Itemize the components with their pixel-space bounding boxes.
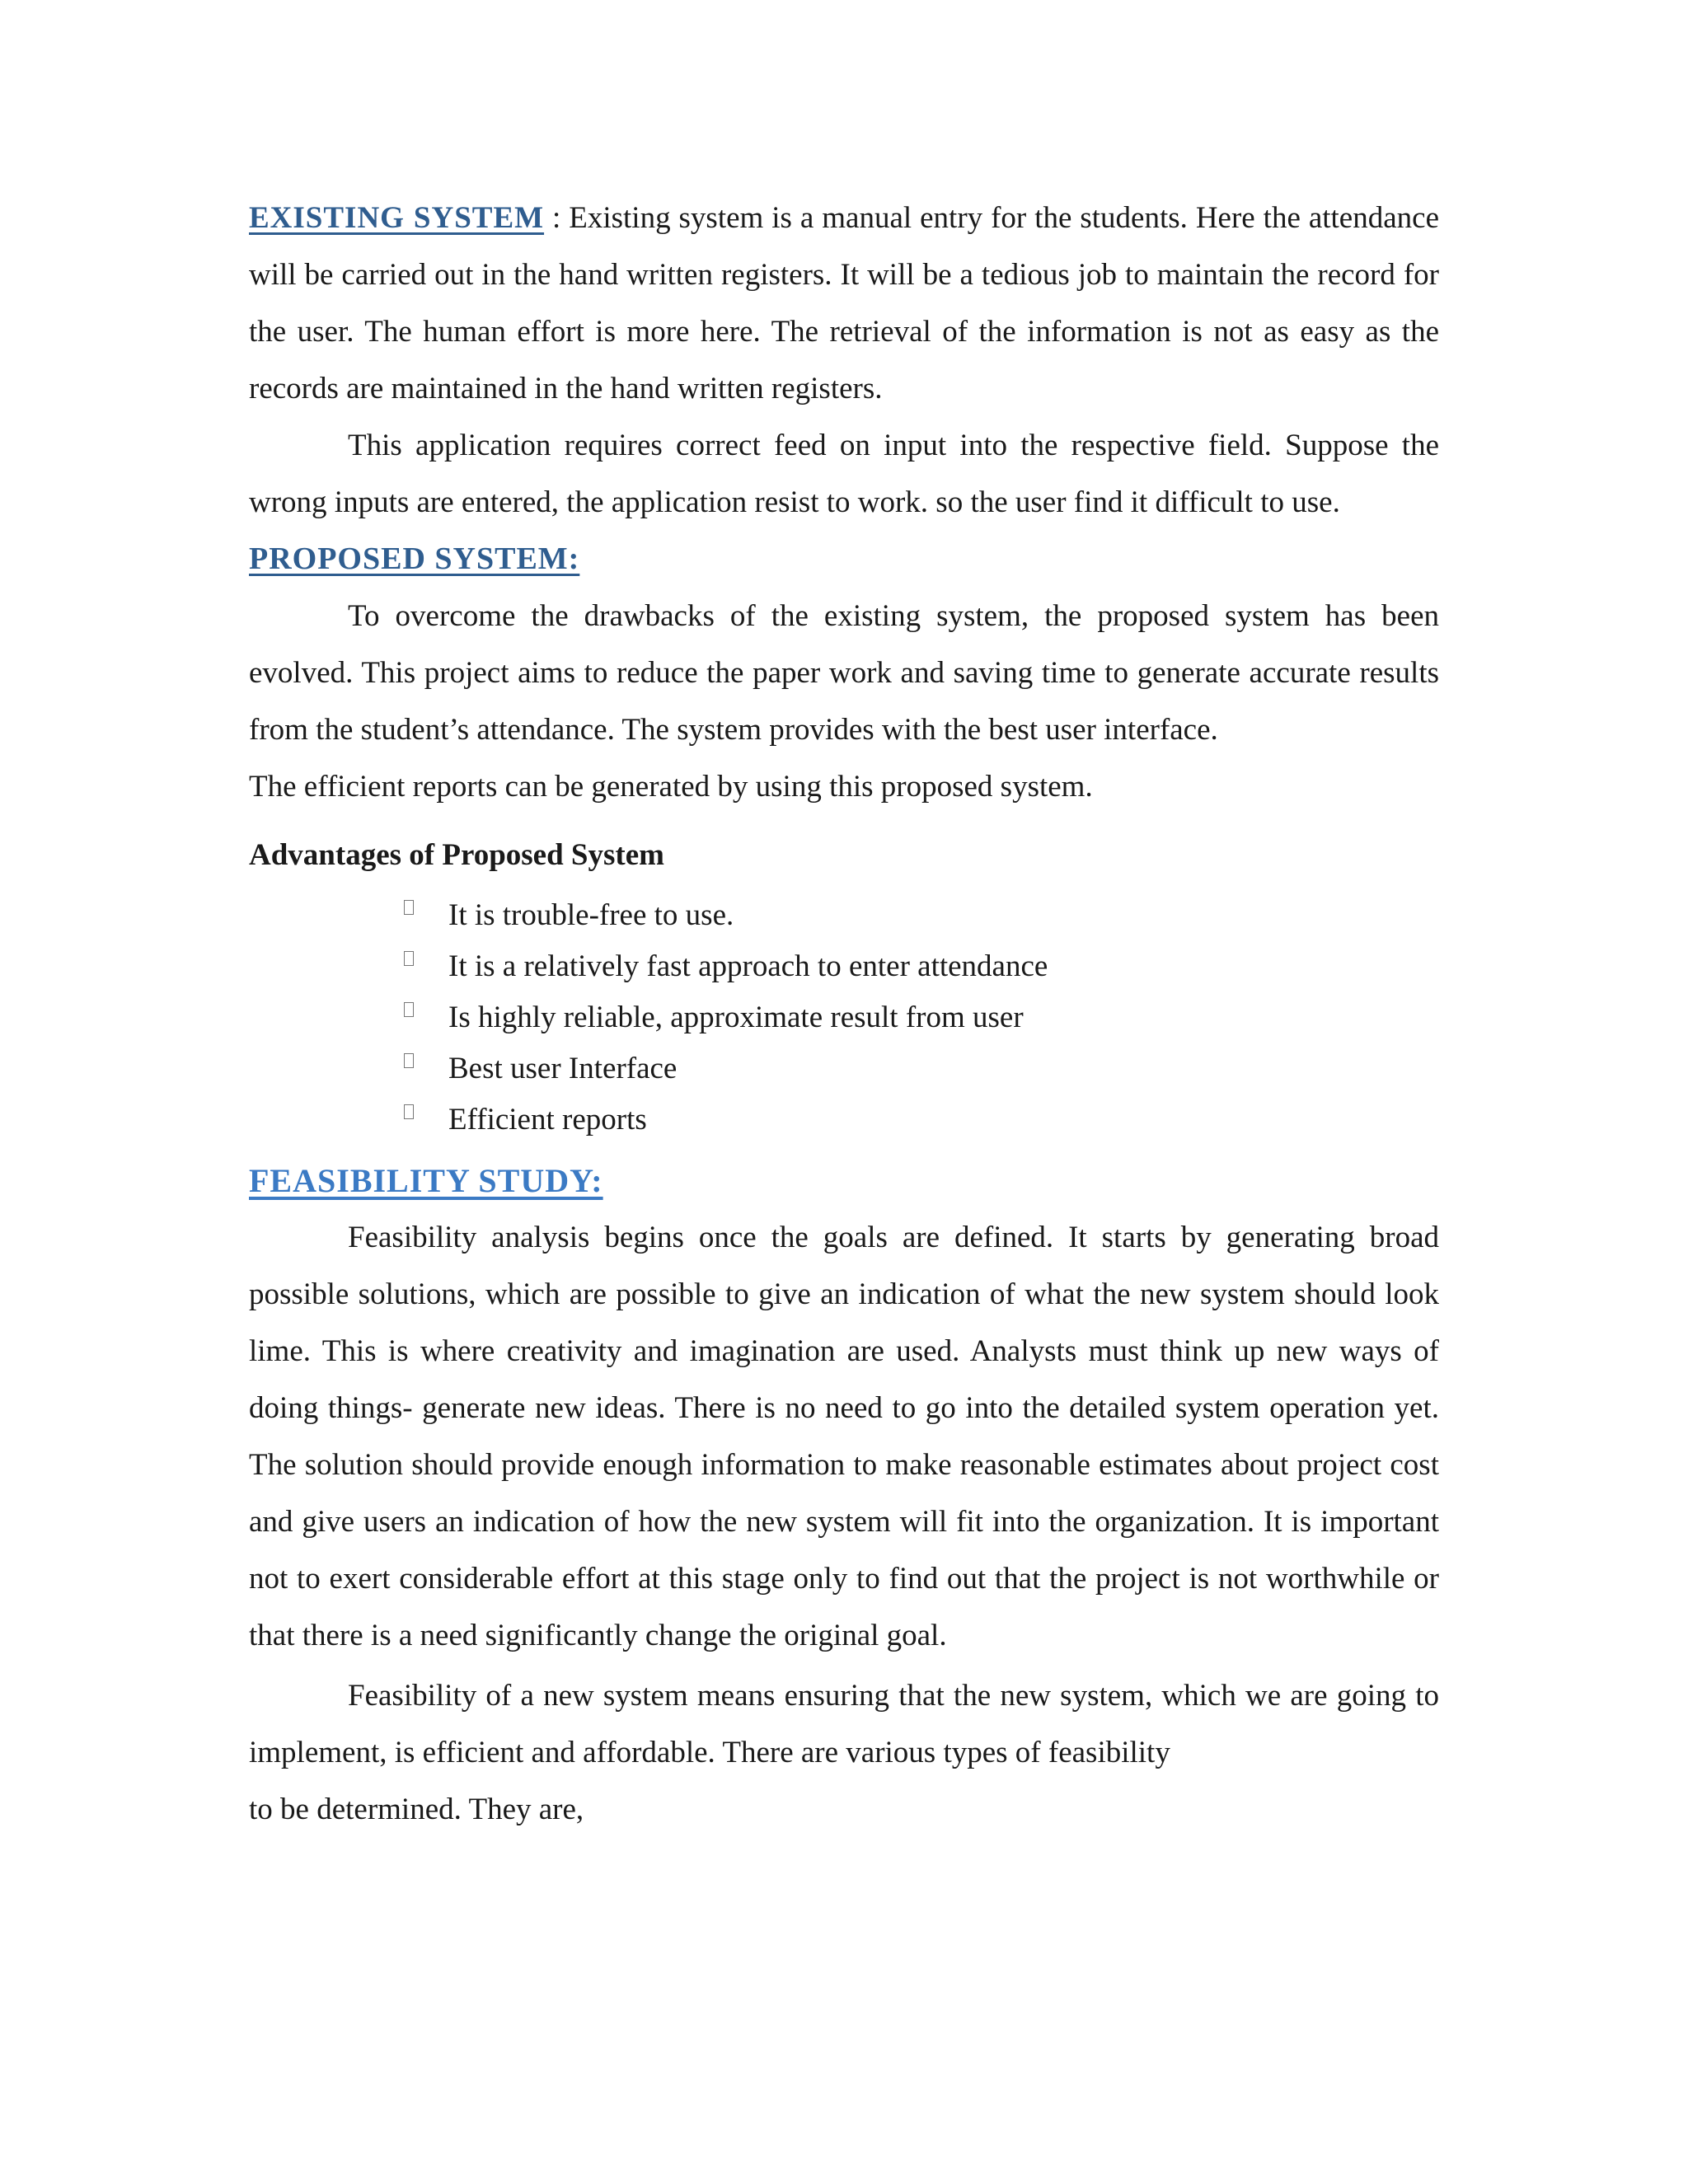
bullet-box-icon: [404, 1002, 414, 1017]
feasibility-paragraph-3: to be determined. They are,: [249, 1793, 584, 1826]
existing-system-paragraph: [249, 190, 1439, 417]
proposed-system-paragraph: To overcome the drawbacks of the existing system, the proposed system has been evolved. This project aims to reduce the paper work and saving time to generate accurate results from the student’s attendance. The system provides with the best user interface.: [249, 599, 1439, 747]
proposed-system-heading: PROPOSED SYSTEM:: [249, 541, 580, 576]
feasibility-paragraph-2: Feasibility of a new system means ensuring that the new system, which we are going to implement, is efficient and affordable. There are various types of feasibility: [249, 1679, 1439, 1769]
list-item-text: Best user Interface: [448, 1052, 678, 1085]
existing-system-paragraph-2: This application requires correct feed on input into the respective field. Suppose the wrong inputs are entered, the application resist to work. so the user find it difficult to use.: [249, 429, 1439, 519]
list-item: [399, 1043, 1439, 1094]
bullet-box-icon: [404, 1104, 414, 1119]
existing-system-heading: EXISTING SYSTEM: [249, 201, 545, 235]
feasibility-study-heading: FEASIBILITY STUDY:: [249, 1162, 603, 1199]
proposed-system-paragraph-2: The efficient reports can be generated by using this proposed system.: [249, 770, 1093, 804]
list-item-text: It is trouble-free to use.: [448, 898, 734, 932]
list-item: [399, 890, 1439, 941]
feasibility-paragraph: Feasibility analysis begins once the goals are defined. It starts by generating broad possible solutions, which are possible to give an indication of what the new system should look lime. This is where creativity and imagination are used. Analysts must think up new ways of doing things- generate new ideas. There is no need to go into the detailed system operation yet. The solution should provide enough information to make reasonable estimates about project cost and give users an indication of how the new system will fit into the organization. It is important not to exert considerable effort at this stage only to find out that the project is not worthwhile or that there is a need significantly change the original goal.: [249, 1221, 1439, 1652]
list-item-text: Is highly reliable, approximate result from user: [448, 1001, 1024, 1034]
advantages-list: [249, 890, 1439, 1146]
existing-system-intro: : Existing system is a manual entry for the students. Here the attendance will be carried out in the hand written registers. It will be a tedious job to maintain the record for the user. The human effort is more here. The retrieval of the information is not as easy as the records are maintained in the hand written registers.: [249, 201, 1440, 405]
list-item: [399, 992, 1439, 1043]
list-item-text: It is a relatively fast approach to enter attendance: [448, 949, 1048, 983]
bullet-box-icon: [404, 900, 414, 915]
page-content: [249, 190, 1439, 1838]
advantages-heading: Advantages of Proposed System: [249, 838, 664, 872]
list-item-text: Efficient reports: [448, 1103, 647, 1137]
bullet-box-icon: [404, 951, 414, 966]
list-item: [399, 941, 1439, 992]
bullet-box-icon: [404, 1053, 414, 1068]
list-item: [399, 1094, 1439, 1146]
